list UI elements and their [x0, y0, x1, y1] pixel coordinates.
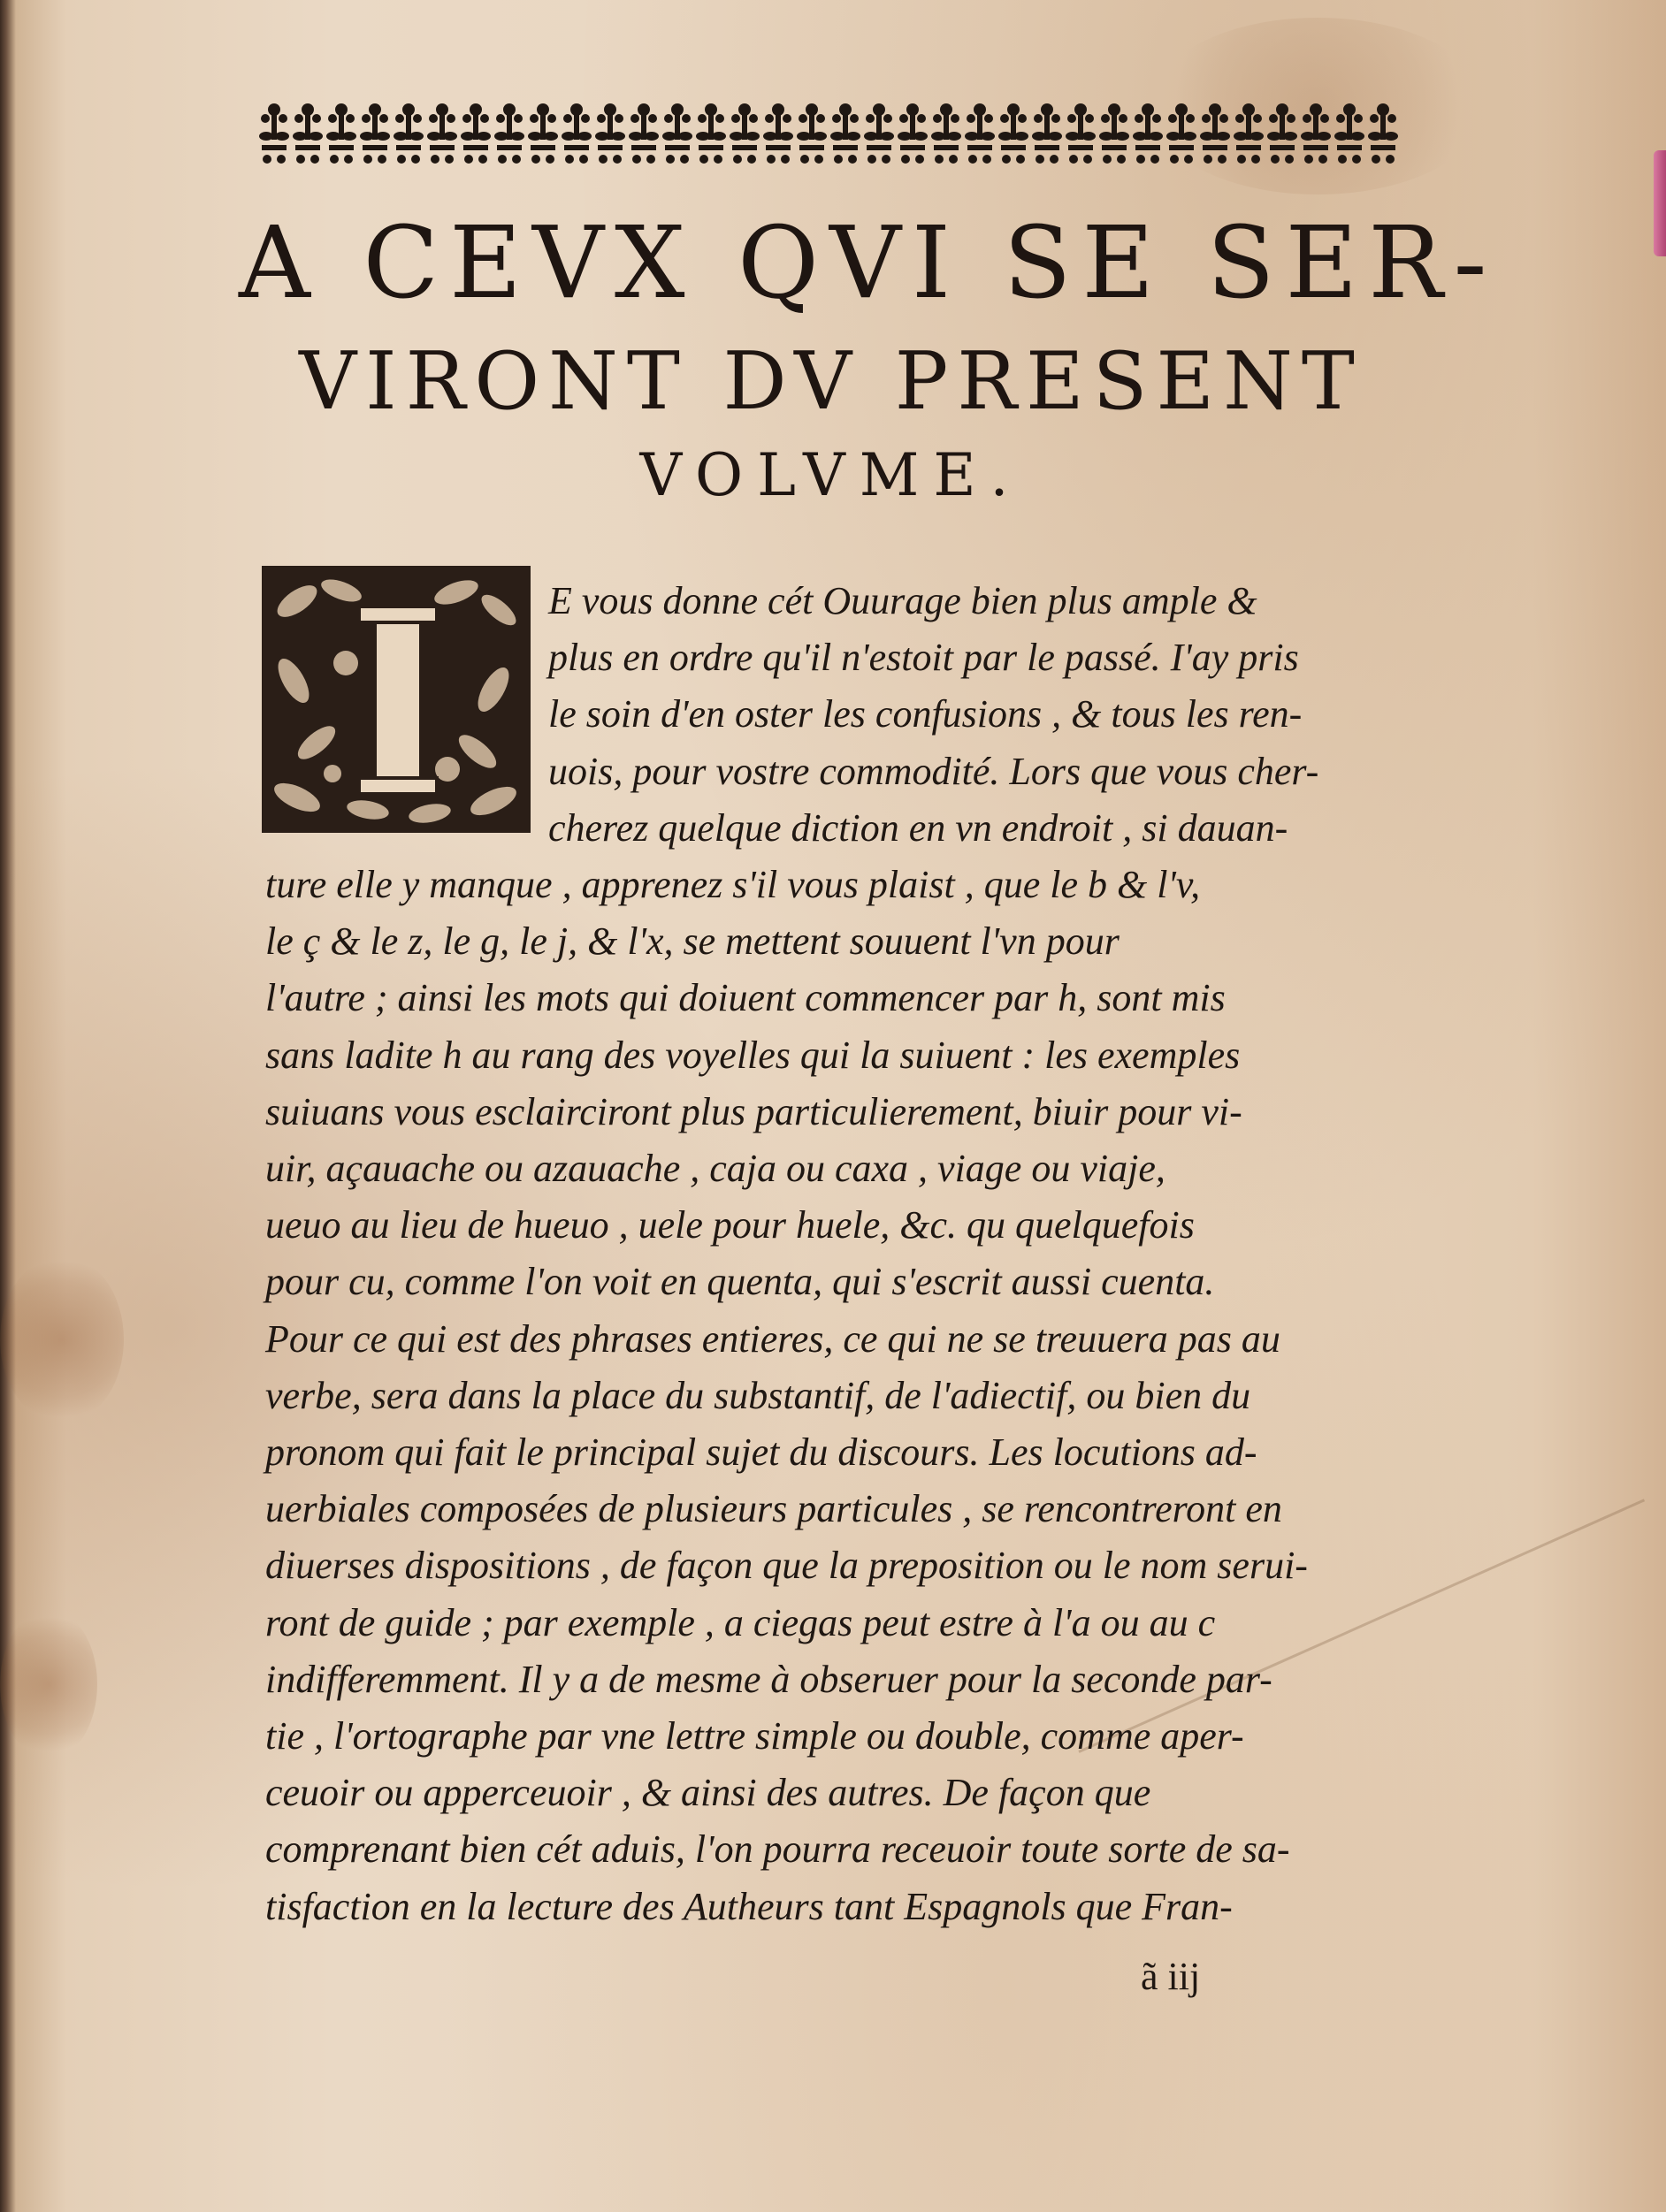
body-line: le soin d'en oster les confusions , & tous les ren- [548, 692, 1303, 736]
page-binding-edge [0, 0, 16, 2212]
body-line: ueuo au lieu de hueuo , uele pour huele, &c. qu quelquefois [265, 1203, 1195, 1247]
body-line: ture elle y manque , apprenez s'il vous plaist , que le b & l'v, [265, 863, 1201, 906]
fleuron-border-icon [256, 97, 1406, 168]
signature-mark: ã iij [1141, 1955, 1201, 1998]
body-line: ceuoir ou apperceuoir , & ainsi des autres. De façon que [265, 1771, 1151, 1815]
body-line: cherez quelque diction en vn endroit , si dauan- [548, 805, 1288, 850]
water-stain [0, 1255, 124, 1423]
body-line: uois, pour vostre commodité. Lors que vous cher- [548, 749, 1319, 793]
heading-line-3: VOLVME. [639, 441, 1023, 509]
body-line: verbe, sera dans la place du substantif, de l'adiectif, ou bien du [265, 1373, 1251, 1417]
water-stain [0, 1609, 97, 1759]
bookmark-tab [1654, 150, 1666, 256]
body-line: pronom qui fait le principal sujet du discours. Les locutions ad- [265, 1430, 1257, 1474]
body-line: l'autre ; ainsi les mots qui doiuent commencer par h, sont mis [265, 976, 1226, 1020]
body-line: le ç & le z, le g, le j, & l'x, se mettent souuent l'vn pour [265, 919, 1120, 964]
decorated-initial-icon [262, 566, 531, 833]
body-line: uerbiales composées de plusieurs particules , se rencontreront en [265, 1487, 1282, 1531]
body-line: E vous donne cét Ouurage bien plus ample & [548, 579, 1257, 622]
body-line: suiuans vous esclairciront plus particulierement, biuir pour vi- [265, 1089, 1242, 1133]
heading-line-1: A CEVX QVI SE SER- [239, 206, 1498, 321]
body-line: plus en ordre qu'il n'estoit par le passé. I'ay pris [548, 636, 1299, 680]
body-line: ront de guide ; par exemple , a ciegas peut estre à l'a ou au c [265, 1600, 1216, 1644]
heading-line-2: VIRONT DV PRESENT [299, 335, 1364, 428]
body-line: Pour ce qui est des phrases entieres, ce qui ne se treuuera pas au [265, 1316, 1280, 1361]
body-line: indifferemment. Il y a de mesme à obseruer pour la seconde par- [265, 1657, 1272, 1701]
body-line: uir, açauache ou azauache , caja ou caxa , viage ou viaje, [265, 1147, 1165, 1190]
body-line: diuerses dispositions , de façon que la preposition ou le nom serui- [265, 1544, 1308, 1588]
body-line: tisfaction en la lecture des Autheurs tant Espagnols que Fran- [265, 1884, 1233, 1928]
body-line: tie , l'ortographe par vne lettre simple ou double, comme aper- [265, 1714, 1244, 1758]
body-line: comprenant bien cét aduis, l'on pourra receuoir toute sorte de sa- [265, 1827, 1290, 1872]
body-line: pour cu, comme l'on voit en quenta, qui s'escrit aussi cuenta. [265, 1260, 1215, 1304]
body-line: sans ladite h au rang des voyelles qui la suiuent : les exemples [265, 1033, 1241, 1077]
